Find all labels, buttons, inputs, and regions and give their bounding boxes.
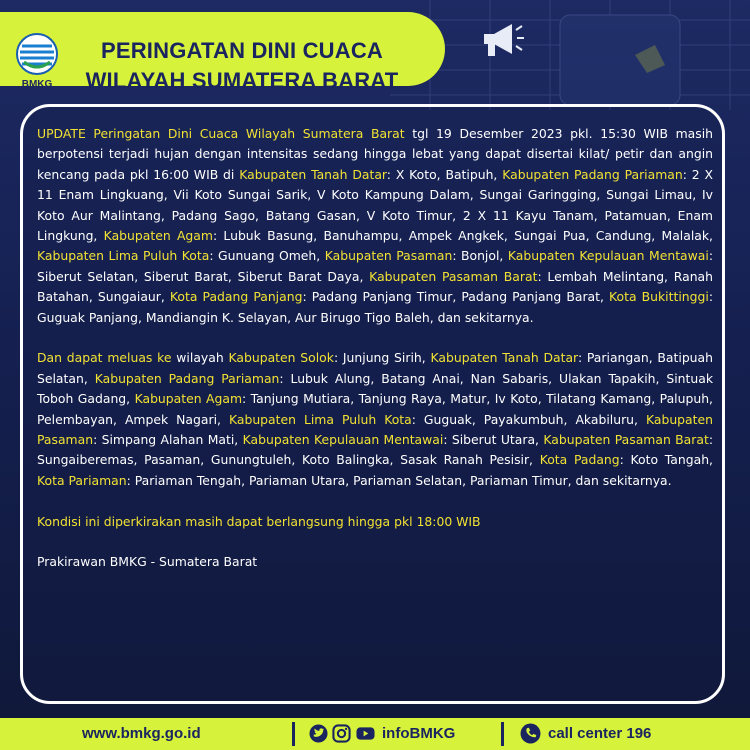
highlight-text: Kota Padang — [539, 452, 620, 468]
body-text: : Lubuk Basung, Banuhampu, Ampek Angkek, Sungai Pua, Candung, Malalak, — [212, 228, 713, 244]
body-text: : Simpang Alahan Mati, — [93, 432, 243, 448]
body-text: : Pariangan, Batipuah Selatan, — [37, 350, 713, 386]
highlight-text: Kabupaten Pasaman — [37, 411, 713, 448]
body-text: : Gunuang Omeh, — [209, 248, 325, 264]
body-text: : Siberut Utara, — [443, 432, 544, 448]
highlight-text: Kabupaten Tanah Datar — [430, 350, 578, 366]
body-text: : Pariaman Tengah, Pariaman Utara, Pariaman Selatan, Pariaman Timur, dan sekitarnya. — [126, 472, 672, 488]
body-text: : Siberut Selatan, Siberut Barat, Siberut Barat Daya, — [37, 248, 713, 284]
twitter-icon[interactable] — [309, 724, 328, 743]
highlight-text: Kota Bukittinggi — [609, 289, 709, 305]
highlight-text: Kabupaten Pasaman — [324, 248, 453, 264]
call-center-link[interactable]: call center 196 — [548, 725, 652, 742]
title-line-2: WILAYAH SUMATERA BARAT — [85, 68, 399, 93]
highlight-text: Kabupaten Tanah Datar — [239, 166, 387, 182]
body-text: : Junjung Sirih, — [333, 350, 431, 366]
warning-paragraph-2 — [37, 348, 713, 491]
highlight-text: Kabupaten Padang Pariaman — [502, 166, 683, 182]
body-text: : 2 X 11 Enam Lingkuang, Vii Koto Sungai Sarik, V Koto Kampung Dalam, Sungai Garingging, Sungai Limau, Iv Koto Aur Malintang, Padang Sago, Batang Gasan, V Koto Timur, 2 X 11 Kayu Tanam, Patamuan, Enam Lingkung, — [37, 166, 713, 244]
instagram-icon[interactable] — [332, 724, 351, 743]
highlight-text: Kota Pariaman — [37, 472, 127, 488]
footer-divider — [501, 722, 504, 746]
body-text: tgl 19 Desember 2023 pkl. 15:30 WIB masih berpotensi terjadi hujan dengan intensitas sedang hingga lebat yang dapat disertai kilat/ petir dan angin kencang pada pkl 16:00 WIB di — [37, 126, 714, 182]
header-banner — [0, 12, 445, 93]
body-text: : Padang Panjang Timur, Padang Panjang Barat, — [302, 289, 610, 305]
highlight-text: Kabupaten Lima Puluh Kota — [228, 411, 412, 427]
signature-text: Prakirawan BMKG - Sumatera Barat — [37, 554, 258, 570]
body-text: : Koto Tangah, — [619, 452, 713, 468]
highlight-text: Kabupaten Agam — [134, 391, 243, 407]
highlight-text: UPDATE Peringatan Dini Cuaca Wilayah Sumatera Barat — [37, 126, 405, 141]
body-text: : Lubuk Alung, Batang Anai, Nan Sabaris, Ulakan Tapakih, Sintuak Toboh Gadang, — [37, 370, 713, 407]
highlight-text: Kabupaten Kepulauan Mentawai — [242, 432, 444, 448]
body-text: : Lembah Melintang, Ranah Batahan, Sungaiaur, — [37, 268, 713, 305]
website-link[interactable]: www.bmkg.go.id — [82, 725, 201, 742]
youtube-icon[interactable] — [356, 724, 375, 743]
highlight-text: Kabupaten Kepulauan Mentawai — [507, 248, 709, 264]
body-text: : Guguak, Payakumbuh, Akabiluru, — [411, 411, 646, 427]
kondisi-text: Kondisi ini diperkirakan masih dapat berlangsung hingga pkl 18:00 WIB — [37, 513, 481, 529]
svg-text:BMKG: BMKG — [21, 79, 53, 90]
body-text: : Bonjol, — [452, 248, 508, 264]
page-title — [72, 36, 412, 96]
phone-icon — [520, 723, 541, 744]
social-handle[interactable]: infoBMKG — [382, 725, 456, 742]
highlight-text: Dan dapat meluas ke — [37, 350, 172, 366]
body-text: wilayah — [171, 350, 229, 366]
bmkg-logo — [14, 32, 60, 90]
highlight-text: Kota Padang Panjang — [169, 289, 303, 305]
megaphone-icon — [478, 18, 526, 62]
footer-bar — [0, 718, 750, 750]
title-line-1: PERINGATAN DINI CUACA — [100, 38, 384, 63]
body-text: : Tanjung Mutiara, Tanjung Raya, Matur, Iv Koto, Tilatang Kamang, Palupuh, Pelembayan, Ampek Nagari, — [37, 391, 713, 427]
highlight-text: Kabupaten Pasaman Barat — [369, 268, 538, 284]
body-text: : Sungaiberemas, Pasaman, Gunungtuleh, Koto Balingka, Sasak Ranah Pesisir, — [37, 432, 713, 468]
highlight-text: Kabupaten Agam — [103, 228, 213, 244]
highlight-text: Kabupaten Lima Puluh Kota — [37, 248, 210, 264]
body-text: : X Koto, Batipuh, — [386, 166, 503, 182]
body-text: : Guguak Panjang, Mandiangin K. Selayan, Aur Birugo Tigo Baleh, dan sekitarnya. — [37, 289, 713, 325]
footer-divider — [292, 722, 295, 746]
highlight-text: Kabupaten Solok — [228, 350, 334, 366]
highlight-text: Kabupaten Padang Pariaman — [94, 370, 280, 386]
warning-content — [37, 124, 713, 593]
highlight-text: Kabupaten Pasaman Barat — [543, 432, 709, 448]
warning-paragraph-1 — [37, 124, 713, 328]
